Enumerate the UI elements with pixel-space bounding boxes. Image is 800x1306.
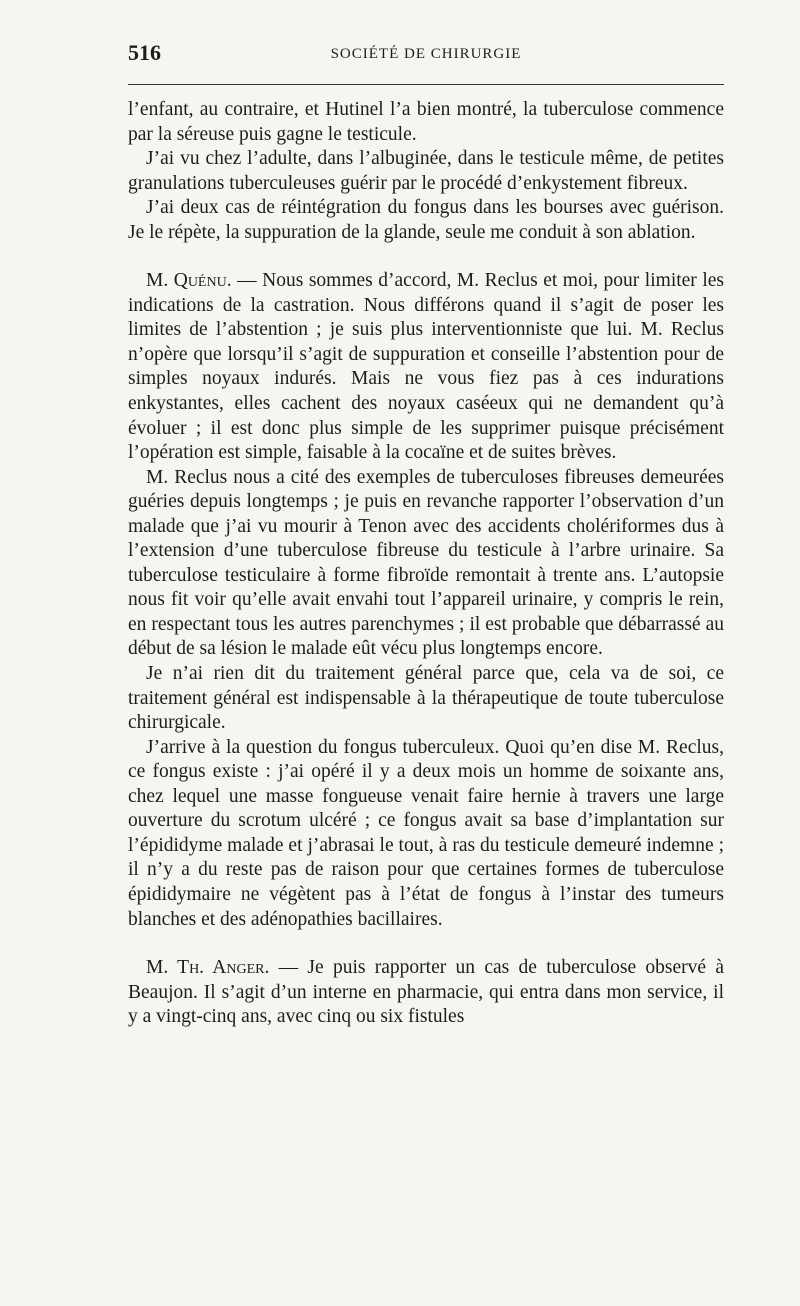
paragraph: J’arrive à la question du fongus tuberculeux. Quoi qu’en dise M. Reclus, ce fongus existe : j’ai opéré il y a deux mois un homme de soixante ans, chez lequel une masse fongueuse venait faire hernie à travers une large ouverture du scrotum ulcéré ; ce fongus avait sa base d’implantation sur l’épididyme malade et j’abrasai le tout, à ras du testicule demeuré indemne ; il n’y a du reste pas de raison pour que certaines formes de tuberculose épididymaire ne végètent pas à l’état de fongus à l’instar des tumeurs blanches et des adénopathies bacillaires. xyxy=(128,736,724,930)
paragraph: Je n’ai rien dit du traitement général parce que, cela va de soi, ce traitement général est indispensable à la thérapeutique de toute tuberculose chirurgicale. xyxy=(128,663,724,734)
speaker-name: M. Th. Anger. — xyxy=(146,957,299,979)
page-header xyxy=(128,40,724,74)
page-number: 516 xyxy=(128,40,161,65)
paragraph: M. Quénu. — Nous sommes d’accord, M. Reclus et moi, pour limiter les indications de la castration. Nous différons quand il s’agit de poser les limites de l’abstention ; je suis plus interventionniste que lui. M. Reclus n’opère que lorsqu’il s’agit de suppuration et conseille l’abstention pour de simples noyaux indurés. Mais ne vous fiez pas à ces indurations enkystantes, elles cachent des noyaux caséeux qui ne demandent qu’à évoluer ; il est donc plus simple de les supprimer puisque précisément l’opération est simple, faisable à la cocaïne et de suites brèves. xyxy=(128,270,724,464)
paragraph: J’ai vu chez l’adulte, dans l’albuginée, dans le testicule même, de petites granulations tuberculeuses guérir par le procédé d’enkystement fibreux. xyxy=(128,148,724,194)
paragraph: l’enfant, au contraire, et Hutinel l’a bien montré, la tuberculose commence par la séreuse puis gagne le testicule. xyxy=(128,99,724,145)
paragraph: M. Th. Anger. — Je puis rapporter un cas de tuberculose observé à Beaujon. Il s’agit d’un interne en pharmacie, qui entra dans mon service, il y a vingt-cinq ans, avec cinq ou six fistules xyxy=(128,957,724,1028)
header-rule xyxy=(128,84,724,85)
running-title: SOCIÉTÉ DE CHIRURGIE xyxy=(330,46,522,62)
paragraph: J’ai deux cas de réintégration du fongus dans les bourses avec guérison. Je le répète, la suppuration de la glande, seule me conduit à son ablation. xyxy=(128,197,724,243)
speaker-name: M. Quénu. — xyxy=(146,270,257,292)
body-text xyxy=(128,98,724,1030)
paragraph: M. Reclus nous a cité des exemples de tuberculoses fibreuses demeurées guéries depuis longtemps ; je puis en revanche rapporter l’observation d’un malade que j’ai vu mourir à Tenon avec des accidents cholériformes dus à l’extension d’une tuberculose fibreuse du testicule à l’arbre urinaire. Sa tuberculose testiculaire à forme fibroïde remontait à trente ans. L’autopsie nous fit voir qu’elle avait envahi tout l’appareil urinaire, y compris le rein, en respectant tous les autres parenchymes ; il est probable que débarrassé au début de sa lésion le malade eût vécu plus longtemps encore. xyxy=(128,466,724,660)
